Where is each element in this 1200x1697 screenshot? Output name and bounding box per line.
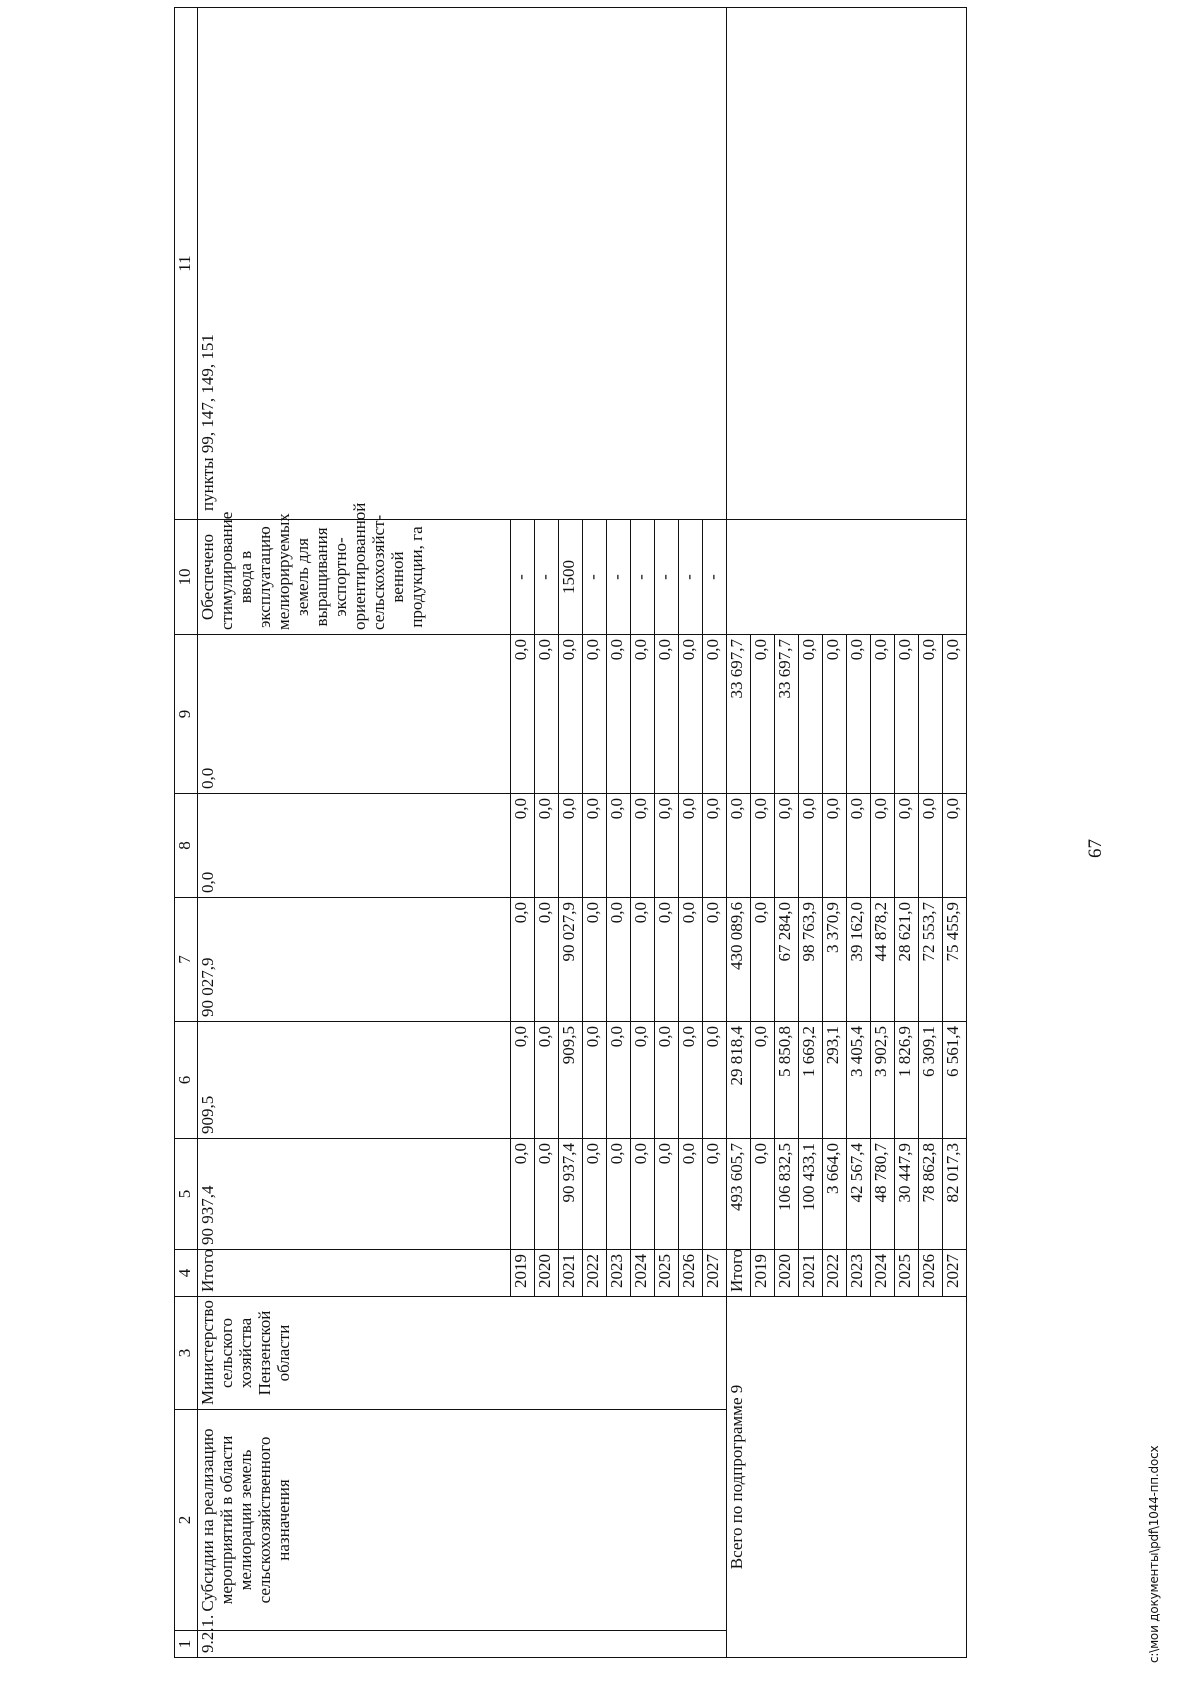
year-cell: 2024 (871, 1250, 895, 1297)
value-c6: 1 669,2 (799, 1022, 823, 1139)
value-c6: 1 826,9 (895, 1022, 919, 1139)
year-cell: 2025 (655, 1250, 679, 1297)
total-indicator-empty (727, 520, 967, 635)
value-c8: 0,0 (511, 794, 535, 898)
value-c5: 106 832,5 (775, 1139, 799, 1250)
value-c9: 0,0 (919, 635, 943, 794)
value-c5: 0,0 (511, 1139, 535, 1250)
total-label: Итого (198, 1250, 511, 1297)
value-c7: 72 553,7 (919, 898, 943, 1022)
value-c6: 0,0 (751, 1022, 775, 1139)
value-c9: 0,0 (655, 635, 679, 794)
value-c7: 0,0 (703, 898, 727, 1022)
cell-total-c6: 909,5 (198, 1022, 511, 1139)
year-cell: 2022 (823, 1250, 847, 1297)
value-c9: 0,0 (607, 635, 631, 794)
total-c6: 29 818,4 (727, 1022, 751, 1139)
year-cell: 2019 (511, 1250, 535, 1297)
value-c9: 0,0 (511, 635, 535, 794)
value-c8: 0,0 (751, 794, 775, 898)
indicator-value: - (535, 520, 559, 635)
value-c7: 90 027,9 (559, 898, 583, 1022)
value-c5: 0,0 (751, 1139, 775, 1250)
column-number-header: 2 (175, 1410, 198, 1631)
value-c6: 0,0 (583, 1022, 607, 1139)
value-c9: 0,0 (847, 635, 871, 794)
value-c5: 0,0 (535, 1139, 559, 1250)
value-c7: 3 370,9 (823, 898, 847, 1022)
value-c7: 39 162,0 (847, 898, 871, 1022)
value-c5: 30 447,9 (895, 1139, 919, 1250)
value-c7: 67 284,0 (775, 898, 799, 1022)
year-cell: 2027 (703, 1250, 727, 1297)
total-c9: 33 697,7 (727, 635, 751, 794)
value-c7: 0,0 (607, 898, 631, 1022)
value-c8: 0,0 (895, 794, 919, 898)
value-c6: 0,0 (655, 1022, 679, 1139)
year-cell: 2021 (559, 1250, 583, 1297)
value-c8: 0,0 (775, 794, 799, 898)
year-cell: 2023 (607, 1250, 631, 1297)
year-cell: 2021 (799, 1250, 823, 1297)
value-c7: 75 455,9 (943, 898, 967, 1022)
column-number-header: 6 (175, 1022, 198, 1139)
value-c8: 0,0 (535, 794, 559, 898)
value-c8: 0,0 (943, 794, 967, 898)
value-c6: 0,0 (607, 1022, 631, 1139)
value-c6: 5 850,8 (775, 1022, 799, 1139)
value-c8: 0,0 (559, 794, 583, 898)
item-row (198, 8, 511, 1658)
item-number: 9.2.1. (198, 1631, 727, 1658)
value-c5: 0,0 (655, 1139, 679, 1250)
column-number-header: 11 (175, 8, 198, 520)
value-c8: 0,0 (823, 794, 847, 898)
value-c5: 48 780,7 (871, 1139, 895, 1250)
value-c7: 0,0 (511, 898, 535, 1022)
value-c9: 0,0 (895, 635, 919, 794)
value-c8: 0,0 (703, 794, 727, 898)
total-c8: 0,0 (727, 794, 751, 898)
indicator-value: - (631, 520, 655, 635)
value-c9: 0,0 (535, 635, 559, 794)
value-c8: 0,0 (919, 794, 943, 898)
column-number-header: 1 (175, 1631, 198, 1658)
subprogram-total-label: Всего по подпрограмме 9 (727, 1297, 967, 1658)
value-c5: 100 433,1 (799, 1139, 823, 1250)
value-c5: 42 567,4 (847, 1139, 871, 1250)
reference-points: пункты 99, 147, 149, 151 (198, 8, 727, 520)
value-c7: 0,0 (583, 898, 607, 1022)
value-c9: 0,0 (751, 635, 775, 794)
value-c5: 0,0 (583, 1139, 607, 1250)
column-number-header: 10 (175, 520, 198, 635)
indicator-value: - (583, 520, 607, 635)
value-c7: 44 878,2 (871, 898, 895, 1022)
column-number-header: 5 (175, 1139, 198, 1250)
value-c9: 33 697,7 (775, 635, 799, 794)
year-cell: 2027 (943, 1250, 967, 1297)
indicator-value: - (511, 520, 535, 635)
year-cell: 2026 (679, 1250, 703, 1297)
item-description: Субсидии на реализацию мероприятий в области мелиорации земель сельскохозяйственного назначения (198, 1410, 727, 1631)
value-c5: 0,0 (631, 1139, 655, 1250)
indicator-value: 1500 (559, 520, 583, 635)
header-row (175, 8, 198, 1658)
value-c8: 0,0 (847, 794, 871, 898)
column-number-header: 3 (175, 1297, 198, 1410)
column-number-header: 7 (175, 898, 198, 1022)
value-c5: 90 937,4 (559, 1139, 583, 1250)
value-c6: 6 309,1 (919, 1022, 943, 1139)
year-cell: 2020 (775, 1250, 799, 1297)
value-c9: 0,0 (631, 635, 655, 794)
indicator-description: Обеспечено стимулирование ввода в эксплуатацию мелиорируемых земель для выращивания экспортно-ориентированной сельскохозяйст-венной продукции, га (198, 520, 511, 635)
value-c6: 0,0 (679, 1022, 703, 1139)
value-c9: 0,0 (703, 635, 727, 794)
year-cell: 2019 (751, 1250, 775, 1297)
value-c8: 0,0 (799, 794, 823, 898)
value-c6: 293,1 (823, 1022, 847, 1139)
value-c5: 0,0 (607, 1139, 631, 1250)
value-c9: 0,0 (799, 635, 823, 794)
value-c5: 78 862,8 (919, 1139, 943, 1250)
value-c7: 98 763,9 (799, 898, 823, 1022)
value-c8: 0,0 (655, 794, 679, 898)
year-cell: 2023 (847, 1250, 871, 1297)
value-c5: 0,0 (703, 1139, 727, 1250)
total-c5: 493 605,7 (727, 1139, 751, 1250)
cell-total-c8: 0,0 (198, 794, 511, 898)
value-c6: 0,0 (535, 1022, 559, 1139)
value-c9: 0,0 (871, 635, 895, 794)
value-c5: 3 664,0 (823, 1139, 847, 1250)
year-cell: 2024 (631, 1250, 655, 1297)
value-c5: 82 017,3 (943, 1139, 967, 1250)
indicator-value: - (679, 520, 703, 635)
value-c6: 0,0 (511, 1022, 535, 1139)
value-c9: 0,0 (679, 635, 703, 794)
value-c7: 0,0 (535, 898, 559, 1022)
value-c7: 0,0 (679, 898, 703, 1022)
value-c9: 0,0 (823, 635, 847, 794)
value-c8: 0,0 (607, 794, 631, 898)
column-number-header: 9 (175, 635, 198, 794)
footer-file-path: c:\мои документы\pdf\1044-пп.docx (1147, 1445, 1161, 1663)
value-c7: 0,0 (631, 898, 655, 1022)
value-c7: 0,0 (655, 898, 679, 1022)
value-c8: 0,0 (583, 794, 607, 898)
value-c6: 909,5 (559, 1022, 583, 1139)
total-itogo-label: Итого (727, 1250, 751, 1297)
value-c9: 0,0 (559, 635, 583, 794)
indicator-value: - (703, 520, 727, 635)
item-executor: Министерство сельского хозяйства Пензенской области (198, 1297, 727, 1410)
cell-total-c7: 90 027,9 (198, 898, 511, 1022)
value-c8: 0,0 (871, 794, 895, 898)
value-c6: 6 561,4 (943, 1022, 967, 1139)
value-c9: 0,0 (583, 635, 607, 794)
value-c9: 0,0 (943, 635, 967, 794)
value-c6: 0,0 (631, 1022, 655, 1139)
page-number: 67 (1085, 839, 1106, 858)
value-c7: 0,0 (751, 898, 775, 1022)
value-c6: 3 405,4 (847, 1022, 871, 1139)
year-cell: 2020 (535, 1250, 559, 1297)
value-c6: 0,0 (703, 1022, 727, 1139)
indicator-value: - (655, 520, 679, 635)
column-number-header: 8 (175, 794, 198, 898)
value-c8: 0,0 (631, 794, 655, 898)
year-cell: 2022 (583, 1250, 607, 1297)
program-table (174, 7, 967, 1658)
total-row (727, 8, 751, 1658)
year-cell: 2025 (895, 1250, 919, 1297)
value-c6: 3 902,5 (871, 1022, 895, 1139)
indicator-value: - (607, 520, 631, 635)
cell-total-c9: 0,0 (198, 635, 511, 794)
total-reference-empty (727, 8, 967, 520)
value-c7: 28 621,0 (895, 898, 919, 1022)
total-c7: 430 089,6 (727, 898, 751, 1022)
value-c8: 0,0 (679, 794, 703, 898)
column-number-header: 4 (175, 1250, 198, 1297)
year-cell: 2026 (919, 1250, 943, 1297)
cell-total-c5: 90 937,4 (198, 1139, 511, 1250)
value-c5: 0,0 (679, 1139, 703, 1250)
